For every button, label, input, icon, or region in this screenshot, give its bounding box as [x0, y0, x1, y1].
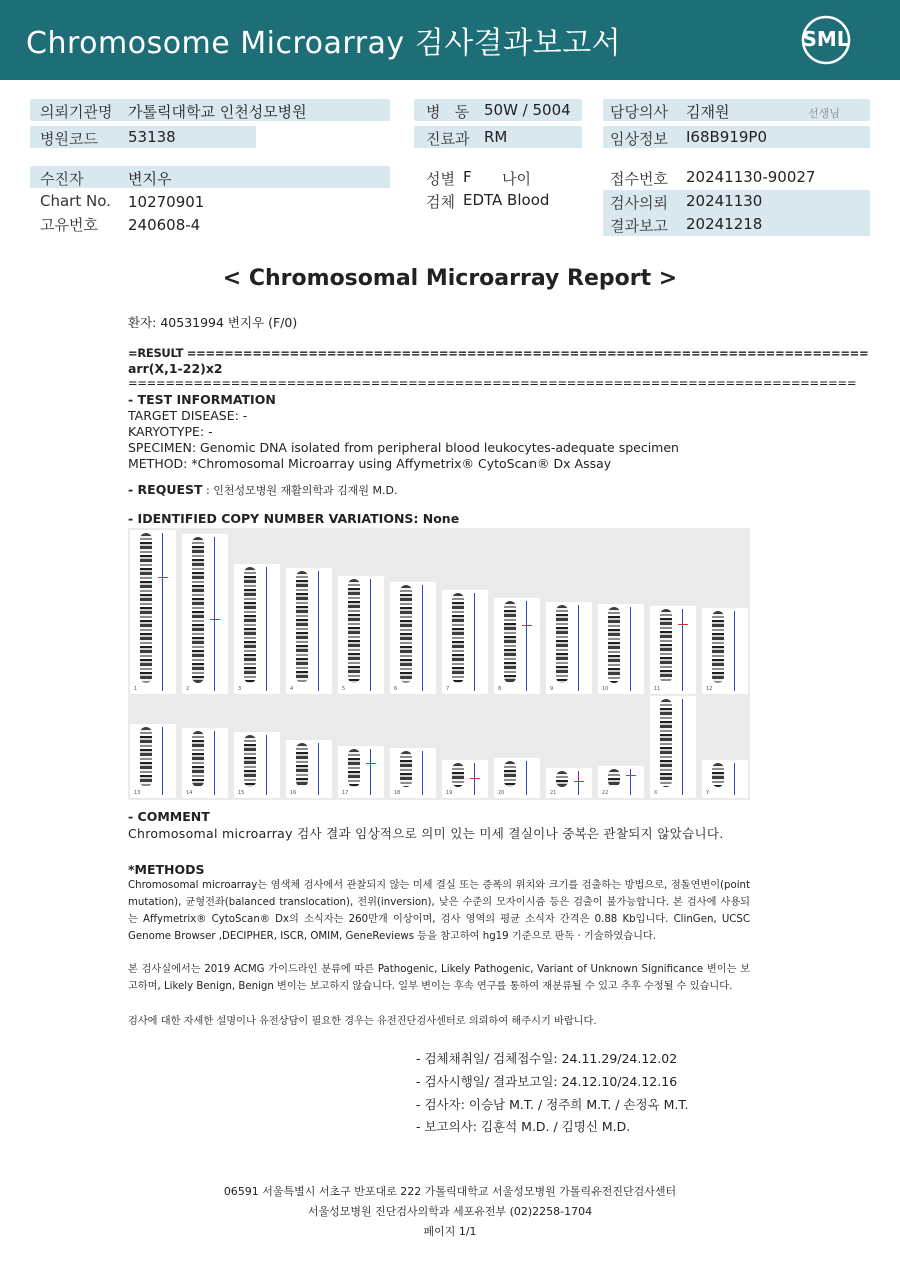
chromosome-ideogram — [608, 607, 620, 683]
doctor-suffix: 선생님 — [808, 107, 840, 120]
copy-number-line — [474, 763, 475, 795]
sex-value: F — [463, 168, 472, 186]
chromosome-ideogram — [556, 605, 568, 683]
sign-line-collection: - 검체채취일/ 검체접수일: 24.11.29/24.12.02 — [416, 1051, 678, 1066]
copy-number-line — [526, 761, 527, 795]
cnv-marker — [470, 778, 480, 779]
chromosome-label: 10 — [602, 686, 609, 692]
copy-number-line — [578, 605, 579, 691]
chromosome-label: 1 — [134, 686, 138, 692]
chromosome-label: 17 — [342, 790, 349, 796]
chromosome-panel-13 — [130, 724, 176, 798]
copy-number-line — [682, 609, 683, 691]
copy-number-line — [318, 743, 319, 795]
chromosome-ideogram — [348, 749, 360, 787]
chromosome-ideogram — [244, 567, 256, 683]
institution-label: 의뢰기관명 — [40, 103, 113, 121]
copy-number-line — [318, 571, 319, 691]
comment-header: - COMMENT — [128, 809, 210, 824]
copy-number-line — [370, 749, 371, 795]
chromosome-panel-16 — [286, 740, 332, 798]
chromosome-ideogram — [400, 751, 412, 787]
hospital-code-value: 53138 — [128, 128, 176, 146]
receipt-no-label: 접수번호 — [610, 170, 668, 188]
copy-number-line — [630, 607, 631, 691]
patient-label: 수진자 — [40, 170, 84, 188]
copy-number-line — [734, 611, 735, 691]
chromosome-label: 9 — [550, 686, 554, 692]
test-info-header: - TEST INFORMATION — [128, 392, 276, 407]
chromosome-panel-5 — [338, 576, 384, 694]
copy-number-line — [162, 727, 163, 795]
result-report-label: 결과보고 — [610, 217, 668, 235]
report-header-title: Chromosome Microarray 검사결과보고서 — [26, 26, 622, 61]
unique-no-label: 고유번호 — [40, 216, 98, 234]
result-value: arr(X,1-22)x2 — [128, 361, 223, 376]
chromosome-panel-6 — [390, 582, 436, 694]
chromosome-ideogram — [400, 585, 412, 683]
chromosome-panel-3 — [234, 564, 280, 694]
chromosome-ideogram — [660, 699, 672, 787]
result-report-value: 20241218 — [686, 215, 763, 233]
copy-number-line — [266, 735, 267, 795]
karyogram-figure — [128, 528, 750, 800]
copy-number-line — [370, 579, 371, 691]
copy-number-line — [682, 699, 683, 795]
institution-value: 가톨릭대학교 인천성모병원 — [128, 103, 307, 121]
chromosome-panel-10 — [598, 604, 644, 694]
chromosome-ideogram — [140, 727, 152, 787]
chromosome-label: 18 — [394, 790, 401, 796]
specimen-value: EDTA Blood — [463, 191, 550, 209]
copy-number-line — [474, 593, 475, 691]
doctor-value: 김재원 — [686, 103, 730, 121]
copy-number-line — [266, 567, 267, 691]
chromosome-label: 3 — [238, 686, 242, 692]
cnv-marker — [210, 619, 220, 620]
result-separator: ============================================================================== — [128, 376, 857, 390]
chromosome-ideogram — [556, 771, 568, 787]
comment-text: Chromosomal microarray 검사 결과 임상적으로 의미 있는 미세 결실이나 중복은 관찰되지 않았습니다. — [128, 826, 724, 841]
chromosome-ideogram — [244, 735, 256, 787]
info-bar-patient — [30, 166, 390, 188]
hospital-code-label: 병원코드 — [40, 130, 98, 148]
chromosome-panel-Y — [702, 760, 748, 798]
chromosome-label: 7 — [446, 686, 450, 692]
methods-header: *METHODS — [128, 862, 205, 877]
test-request-value: 20241130 — [686, 192, 763, 210]
chromosome-label: 19 — [446, 790, 453, 796]
copy-number-line — [214, 537, 215, 691]
cnv-marker — [574, 781, 584, 782]
sml-logo-text: SML — [802, 27, 850, 51]
chromosome-ideogram — [192, 537, 204, 683]
copy-number-line — [578, 771, 579, 795]
chromosome-ideogram — [504, 761, 516, 787]
chromosome-panel-22 — [598, 766, 644, 798]
chromosome-panel-19 — [442, 760, 488, 798]
methods-paragraph-3: 검사에 대한 자세한 설명이나 유전상담이 필요한 경우는 유전진단검사센터로 의뢰하여 해주시기 바랍니다. — [128, 1016, 597, 1027]
receipt-no-value: 20241130-90027 — [686, 168, 816, 186]
chromosome-ideogram — [452, 593, 464, 683]
chromosome-label: X — [654, 790, 658, 796]
copy-number-line — [422, 751, 423, 795]
cnv-marker — [158, 577, 168, 578]
copy-number-line — [734, 763, 735, 795]
chromosome-label: 2 — [186, 686, 190, 692]
report-header — [0, 0, 900, 80]
chromosome-label: 12 — [706, 686, 713, 692]
chromosome-panel-15 — [234, 732, 280, 798]
copy-number-line — [162, 533, 163, 691]
request-value: : 인천성모병원 재활의학과 김재원 M.D. — [202, 484, 398, 497]
ward-value: 50W / 5004 — [484, 101, 571, 119]
chromosome-panel-18 — [390, 748, 436, 798]
chromosome-label: Y — [706, 790, 710, 796]
report-title: < Chromosomal Microarray Report > — [222, 266, 678, 291]
ward-label: 병 동 — [426, 103, 470, 121]
doctor-label: 담당의사 — [610, 103, 668, 121]
chromosome-label: 5 — [342, 686, 346, 692]
karyotype: KARYOTYPE: - — [128, 424, 213, 439]
chromosome-label: 20 — [498, 790, 505, 796]
chart-no-value: 10270901 — [128, 193, 205, 211]
chromosome-panel-20 — [494, 758, 540, 798]
patient-value: 변지우 — [128, 170, 172, 188]
chromosome-ideogram — [296, 571, 308, 683]
sign-line-dates: - 검사시행일/ 결과보고일: 24.12.10/24.12.16 — [416, 1074, 678, 1089]
chromosome-panel-7 — [442, 590, 488, 694]
chromosome-label: 11 — [654, 686, 661, 692]
chromosome-panel-14 — [182, 728, 228, 798]
target-disease: TARGET DISEASE: - — [128, 408, 248, 423]
footer-page: 페이지 1/1 — [423, 1225, 477, 1238]
test-request-label: 검사의뢰 — [610, 194, 668, 212]
copy-number-line — [214, 731, 215, 795]
department-value: RM — [484, 128, 508, 146]
specimen-line: SPECIMEN: Genomic DNA isolated from peripheral blood leukocytes-adequate specimen — [128, 440, 679, 455]
chromosome-panel-21 — [546, 768, 592, 798]
method-line: METHOD: *Chromosomal Microarray using Affymetrix® CytoScan® Dx Assay — [128, 456, 612, 471]
chromosome-ideogram — [712, 611, 724, 683]
chromosome-ideogram — [348, 579, 360, 683]
chromosome-panel-4 — [286, 568, 332, 694]
chromosome-label: 13 — [134, 790, 141, 796]
copy-number-line — [526, 601, 527, 691]
chromosome-ideogram — [296, 743, 308, 787]
sign-line-reporters: - 보고의사: 김훈석 M.D. / 김명신 M.D. — [416, 1119, 631, 1134]
chromosome-label: 14 — [186, 790, 193, 796]
copy-number-line — [422, 585, 423, 691]
cnv-marker — [366, 763, 376, 764]
chromosome-ideogram — [452, 763, 464, 787]
chromosome-ideogram — [192, 731, 204, 787]
chromosome-label: 21 — [550, 790, 557, 796]
chromosome-panel-8 — [494, 598, 540, 694]
cnv-marker — [626, 775, 636, 776]
chromosome-label: 6 — [394, 686, 398, 692]
chromosome-ideogram — [140, 533, 152, 683]
request-line — [128, 482, 397, 499]
chromosome-panel-12 — [702, 608, 748, 694]
chromosome-label: 15 — [238, 790, 245, 796]
unique-no-value: 240608-4 — [128, 216, 201, 234]
result-header: =RESULT ========================================================================= — [128, 346, 869, 360]
footer-address: 06591 서울특별시 서초구 반포대로 222 가톨릭대학교 서울성모병원 가톨릭유전진단검사센터 — [223, 1185, 677, 1198]
chromosome-ideogram — [504, 601, 516, 683]
sml-logo — [800, 14, 852, 66]
sex-label: 성별 — [426, 170, 455, 188]
chromosome-label: 8 — [498, 686, 502, 692]
patient-line: 환자: 40531994 변지우 (F/0) — [128, 315, 298, 330]
sign-line-examiners: - 검사자: 이승남 M.T. / 정주희 M.T. / 손정옥 M.T. — [416, 1097, 689, 1112]
request-label: - REQUEST — [128, 482, 203, 497]
cnv-marker — [678, 624, 688, 625]
chromosome-ideogram — [608, 769, 620, 787]
chromosome-ideogram — [660, 609, 672, 683]
chromosome-panel-17 — [338, 746, 384, 798]
methods-paragraph-2: 본 검사실에서는 2019 ACMG 가이드라인 분류에 따른 Pathogenic, Likely Pathogenic, Variant of Unknown Significance 변이는 보고하며, Likely Benign, Benign 변이는 보고하지 않습니다. 일부 변이는 후속 연구를 통하여 재분류될 수 있고 추후 수정될 수 있습니다. — [128, 964, 750, 992]
chromosome-panel-11 — [650, 606, 696, 694]
chromosome-panel-9 — [546, 602, 592, 694]
cnv-header: - IDENTIFIED COPY NUMBER VARIATIONS: None — [128, 511, 460, 526]
specimen-label: 검체 — [426, 193, 455, 211]
cnv-marker — [522, 625, 532, 626]
chromosome-label: 4 — [290, 686, 294, 692]
chromosome-panel-1 — [130, 530, 176, 694]
clinical-info-label: 임상정보 — [610, 130, 668, 148]
chromosome-panel-2 — [182, 534, 228, 694]
methods-paragraph-1: Chromosomal microarray는 염색체 검사에서 관찰되지 않는 미세 결실 또는 증폭의 위치와 크기를 검출하는 방법으로, 점돌연변이(point mutation), 균형전좌(balanced translocation), 전위(inversion), 낮은 수준의 모자이시즘 등은 검출이 불가능합니다. 본 검사에 사용되는 Affymetrix® CytoScan® Dx의 소식자는 260만개 이상이며, 검사 영역의 평균 소식자 간격은 0.88 Kb입니다. ClinGen, UCSC Genome Browser ,DECIPHER, ISCR, OMIM, GeneReviews 등을 참고하여 hg19 기준으로 판독 · 기술하였습니다. — [128, 880, 750, 942]
age-label: 나이 — [502, 170, 531, 188]
chromosome-ideogram — [712, 763, 724, 787]
chromosome-panel-X — [650, 696, 696, 798]
footer-department: 서울성모병원 진단검사의학과 세포유전부 (02)2258-1704 — [307, 1205, 593, 1218]
chromosome-label: 16 — [290, 790, 297, 796]
copy-number-line — [630, 769, 631, 795]
clinical-info-value: I68B919P0 — [686, 128, 768, 146]
department-label: 진료과 — [426, 130, 470, 148]
chromosome-label: 22 — [602, 790, 609, 796]
chart-no-label: Chart No. — [40, 192, 111, 210]
